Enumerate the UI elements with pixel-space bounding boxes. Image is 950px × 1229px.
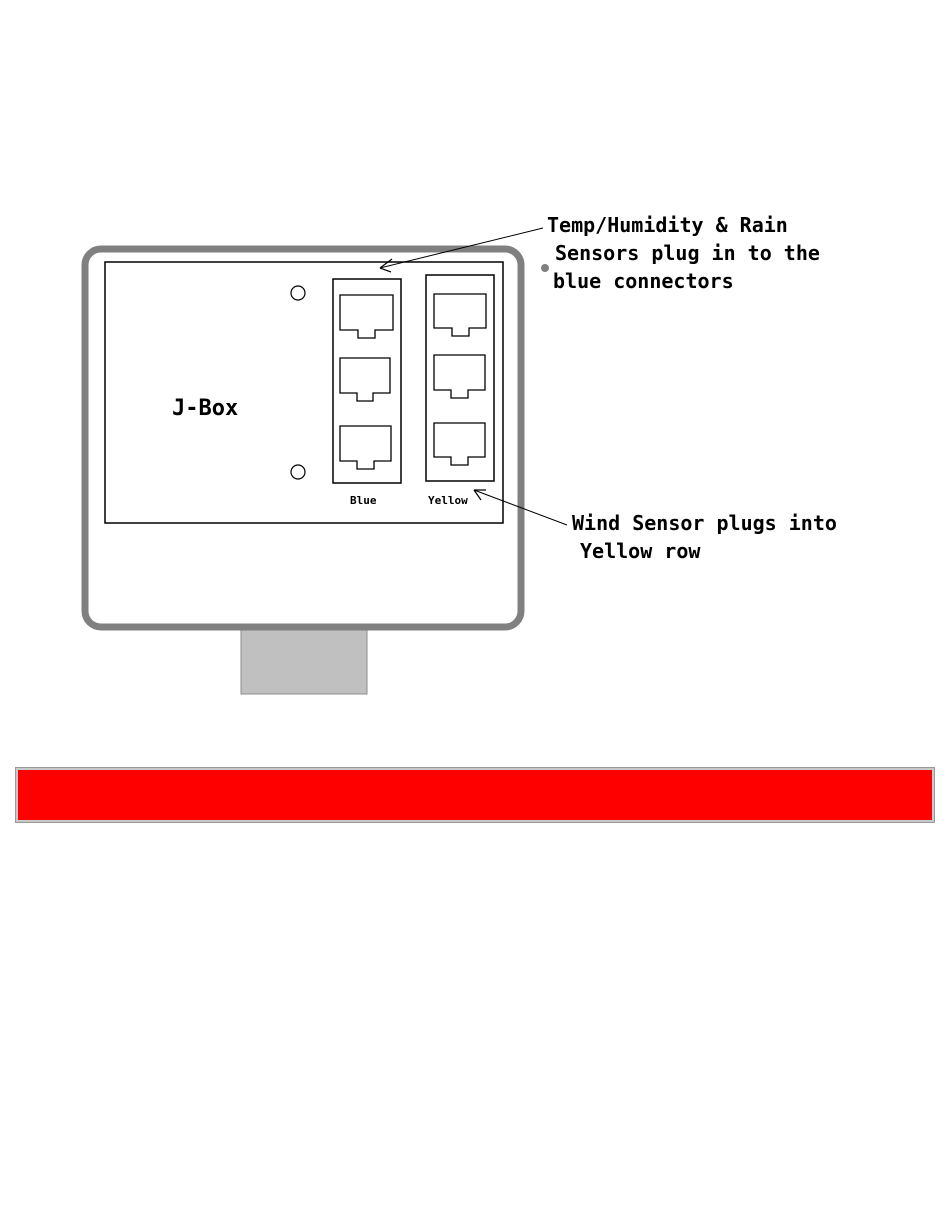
blue-connector-column xyxy=(333,279,401,483)
yellow-row-label: Yellow xyxy=(428,494,468,507)
top-callout-line-1: Temp/Humidity & Rain xyxy=(547,213,788,237)
bottom-callout-line-2: Yellow row xyxy=(580,539,701,563)
red-divider-bar xyxy=(16,768,934,822)
mount-bracket xyxy=(241,628,367,694)
blue-row-label: Blue xyxy=(350,494,377,507)
bottom-callout-line-1: Wind Sensor plugs into xyxy=(572,511,837,535)
mounting-hole-bottom xyxy=(291,465,305,479)
yellow-connector-column xyxy=(426,275,494,481)
top-callout-line-2: Sensors plug in to the xyxy=(555,241,820,265)
callout-bullet xyxy=(541,264,549,272)
mounting-hole-top xyxy=(291,286,305,300)
top-callout-line-3: blue connectors xyxy=(553,269,734,293)
jbox-label: J-Box xyxy=(172,396,239,421)
